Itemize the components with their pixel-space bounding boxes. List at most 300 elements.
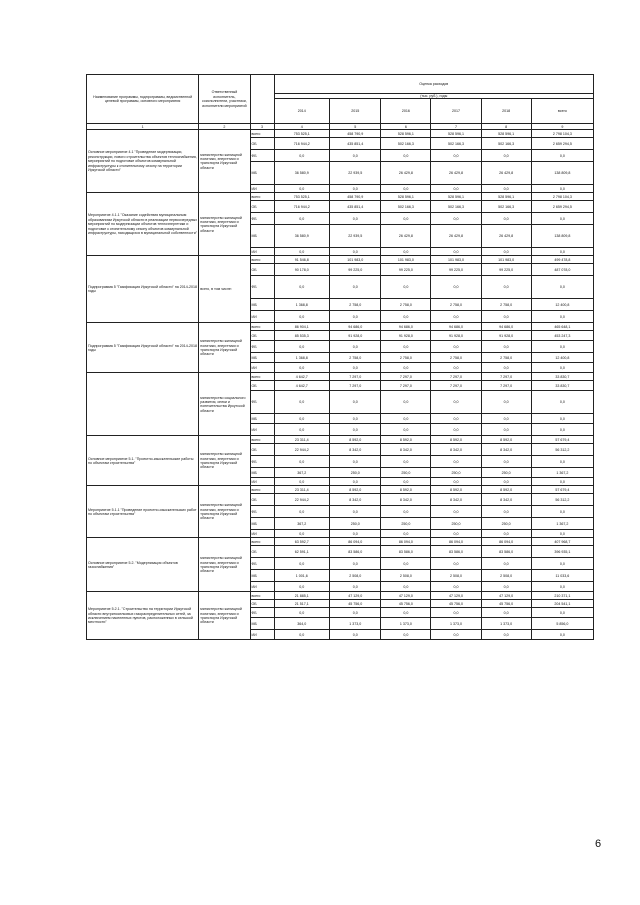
year-value-cell: 0,0 <box>481 276 531 299</box>
year-value-cell: 8 592,0 <box>481 436 531 444</box>
year-value-cell: 502 166,3 <box>481 201 531 213</box>
year-value-cell: 0,0 <box>431 506 481 518</box>
table-row <box>87 323 594 331</box>
year-value-cell: 0,0 <box>330 391 381 414</box>
year-value-cell: 0,0 <box>381 185 431 193</box>
year-value-cell: 8 592,0 <box>381 486 431 494</box>
year-value-cell: 94 686,0 <box>381 323 431 331</box>
total-value-cell: 2 798 104,3 <box>531 130 593 138</box>
funding-source-cell: ИИ <box>250 248 274 256</box>
year-value-cell: 0,0 <box>330 341 381 353</box>
year-value-cell: 250,0 <box>481 518 531 530</box>
year-value-cell: 7 297,0 <box>330 373 381 381</box>
year-value-cell: 99 225,0 <box>381 264 431 276</box>
year-value-cell: 86 094,0 <box>481 538 531 546</box>
total-value-cell: 0,0 <box>531 630 593 640</box>
funding-source-cell: ФБ <box>250 150 274 162</box>
year-value-cell: 0,0 <box>431 185 481 193</box>
funding-source-cell: МБ <box>250 414 274 424</box>
total-value-cell: 1 367,2 <box>531 518 593 530</box>
year-value-cell: 0,0 <box>481 185 531 193</box>
year-value-cell: 753 525,1 <box>274 193 330 201</box>
year-value-cell: 502 166,3 <box>431 138 481 150</box>
column-index: 9 <box>531 124 593 130</box>
funding-source-cell: ОБ <box>250 331 274 341</box>
header-program-name: Наименование программы, подпрограммы, ведомственной целевой программы, основного мероприятия <box>87 75 199 124</box>
year-value-cell: 528 596,1 <box>381 130 431 138</box>
executor-cell: министерство жилищной политики, энергетики и транспорта Иркутской области <box>199 323 250 373</box>
year-value-cell: 7 297,0 <box>330 381 381 391</box>
year-value-cell: 8 592,0 <box>330 436 381 444</box>
total-value-cell: 12 400,8 <box>531 299 593 311</box>
year-value-cell: 1 373,0 <box>381 618 431 630</box>
year-value-cell: 101 983,0 <box>381 256 431 264</box>
year-value-cell: 99 225,0 <box>481 264 531 276</box>
year-value-cell: 0,0 <box>431 424 481 436</box>
year-value-cell: 250,0 <box>381 518 431 530</box>
year-value-cell: 8 342,0 <box>431 494 481 506</box>
total-value-cell: 11 033,6 <box>531 570 593 582</box>
total-value-cell: 210 371,1 <box>531 592 593 600</box>
year-value-cell: 26 429,8 <box>381 162 431 185</box>
year-value-cell: 0,0 <box>431 213 481 225</box>
funding-source-cell: МБ <box>250 518 274 530</box>
year-value-cell: 0,0 <box>481 558 531 570</box>
total-value-cell: 0,0 <box>531 276 593 299</box>
funding-source-cell: МБ <box>250 468 274 478</box>
year-value-cell: 101 983,0 <box>481 256 531 264</box>
year-value-cell: 7 297,0 <box>381 381 431 391</box>
funding-source-cell: ИИ <box>250 424 274 436</box>
year-value-cell: 0,0 <box>274 213 330 225</box>
year-value-cell: 86 094,0 <box>381 538 431 546</box>
executor-cell: министерство жилищной политики, энергетики и транспорта Иркутской области <box>199 538 250 592</box>
year-value-cell: 0,0 <box>274 391 330 414</box>
year-value-cell: 1 368,8 <box>274 299 330 311</box>
year-value-cell: 0,0 <box>330 363 381 373</box>
year-value-cell: 0,0 <box>381 530 431 538</box>
year-value-cell: 45 756,0 <box>431 600 481 608</box>
year-value-cell: 45 756,0 <box>381 600 431 608</box>
budget-table <box>86 74 594 640</box>
funding-source-cell: ОБ <box>250 201 274 213</box>
year-value-cell: 528 596,1 <box>481 193 531 201</box>
year-value-cell: 435 851,4 <box>330 201 381 213</box>
year-value-cell: 1 373,0 <box>431 618 481 630</box>
year-value-cell: 0,0 <box>381 558 431 570</box>
year-value-cell: 0,0 <box>481 608 531 618</box>
year-value-cell: 1 368,8 <box>274 353 330 363</box>
year-value-cell: 0,0 <box>274 608 330 618</box>
funding-source-cell: ИИ <box>250 185 274 193</box>
year-value-cell: 91 928,0 <box>330 331 381 341</box>
year-value-cell: 0,0 <box>381 276 431 299</box>
funding-source-cell: ФБ <box>250 213 274 225</box>
year-value-cell: 94 686,0 <box>330 323 381 331</box>
total-value-cell: 57 679,4 <box>531 436 593 444</box>
year-value-cell: 26 429,8 <box>381 225 431 248</box>
total-value-cell: 1 367,2 <box>531 468 593 478</box>
header-year: 2017 <box>431 99 481 124</box>
year-value-cell: 0,0 <box>274 530 330 538</box>
funding-source-cell: всего <box>250 323 274 331</box>
total-value-cell: 56 312,2 <box>531 494 593 506</box>
year-value-cell: 0,0 <box>481 506 531 518</box>
year-value-cell: 364,0 <box>274 618 330 630</box>
year-value-cell: 2 508,0 <box>431 570 481 582</box>
table-row <box>87 373 594 381</box>
year-value-cell: 26 429,8 <box>481 162 531 185</box>
year-value-cell: 0,0 <box>274 311 330 323</box>
year-value-cell: 0,0 <box>330 185 381 193</box>
year-value-cell: 2 758,0 <box>381 299 431 311</box>
year-value-cell: 0,0 <box>431 608 481 618</box>
program-name-cell <box>87 373 199 436</box>
header-year: 2014 <box>274 99 330 124</box>
year-value-cell: 0,0 <box>481 391 531 414</box>
year-value-cell: 0,0 <box>381 213 431 225</box>
year-value-cell: 1 373,0 <box>330 618 381 630</box>
year-value-cell: 0,0 <box>274 506 330 518</box>
year-value-cell: 2 758,0 <box>431 353 481 363</box>
funding-source-cell: ИИ <box>250 530 274 538</box>
year-value-cell: 250,0 <box>330 468 381 478</box>
header-year: 2018 <box>481 99 531 124</box>
year-value-cell: 0,0 <box>481 150 531 162</box>
year-value-cell: 86 094,0 <box>431 538 481 546</box>
total-value-cell: 57 679,4 <box>531 486 593 494</box>
year-value-cell: 250,0 <box>381 468 431 478</box>
year-value-cell: 0,0 <box>381 391 431 414</box>
year-value-cell: 0,0 <box>431 276 481 299</box>
year-value-cell: 367,2 <box>274 468 330 478</box>
year-value-cell: 0,0 <box>481 478 531 486</box>
year-value-cell: 435 851,4 <box>330 138 381 150</box>
header-executor: Ответственный исполнитель, соисполнители, участники, исполнители мероприятий <box>199 75 250 124</box>
year-value-cell: 8 592,0 <box>481 486 531 494</box>
year-value-cell: 0,0 <box>381 424 431 436</box>
total-value-cell: 0,0 <box>531 363 593 373</box>
year-value-cell: 0,0 <box>330 456 381 468</box>
year-value-cell: 1 001,6 <box>274 570 330 582</box>
year-value-cell: 716 944,2 <box>274 201 330 213</box>
total-value-cell: 0,0 <box>531 414 593 424</box>
year-value-cell: 0,0 <box>330 478 381 486</box>
year-value-cell: 0,0 <box>274 185 330 193</box>
year-value-cell: 26 429,8 <box>481 225 531 248</box>
year-value-cell: 99 225,0 <box>431 264 481 276</box>
year-value-cell: 0,0 <box>481 456 531 468</box>
year-value-cell: 0,0 <box>481 341 531 353</box>
header-units: (тыс. руб.), годы <box>274 94 594 99</box>
year-value-cell: 94 686,0 <box>481 323 531 331</box>
year-value-cell: 0,0 <box>481 424 531 436</box>
total-value-cell: 453 247,3 <box>531 331 593 341</box>
total-value-cell: 204 541,1 <box>531 600 593 608</box>
year-value-cell: 0,0 <box>330 608 381 618</box>
total-value-cell: 0,0 <box>531 456 593 468</box>
year-value-cell: 91 928,0 <box>431 331 481 341</box>
total-value-cell: 5 856,0 <box>531 618 593 630</box>
year-value-cell: 0,0 <box>330 150 381 162</box>
total-value-cell: 2 659 294,5 <box>531 201 593 213</box>
year-value-cell: 0,0 <box>330 276 381 299</box>
funding-source-cell: всего <box>250 130 274 138</box>
year-value-cell: 250,0 <box>431 518 481 530</box>
total-value-cell: 0,0 <box>531 185 593 193</box>
year-value-cell: 0,0 <box>274 558 330 570</box>
year-value-cell: 2 758,0 <box>381 353 431 363</box>
year-value-cell: 0,0 <box>481 414 531 424</box>
total-value-cell: 0,0 <box>531 478 593 486</box>
year-value-cell: 99 225,0 <box>330 264 381 276</box>
year-value-cell: 8 342,0 <box>330 494 381 506</box>
year-value-cell: 23 311,4 <box>274 436 330 444</box>
year-value-cell: 8 342,0 <box>381 494 431 506</box>
year-value-cell: 0,0 <box>431 150 481 162</box>
executor-cell: министерство жилищной политики, энергетики и транспорта Иркутской области <box>199 436 250 486</box>
program-name-cell: Основное мероприятие 5.2. "Модернизация объектов газоснабжения" <box>87 538 199 592</box>
year-value-cell: 7 297,0 <box>481 373 531 381</box>
year-value-cell: 0,0 <box>431 630 481 640</box>
header-source <box>250 75 274 124</box>
year-value-cell: 0,0 <box>330 558 381 570</box>
total-value-cell: 138 809,8 <box>531 225 593 248</box>
year-value-cell: 0,0 <box>274 248 330 256</box>
year-value-cell: 0,0 <box>381 506 431 518</box>
funding-source-cell: ИИ <box>250 311 274 323</box>
year-value-cell: 22 944,2 <box>274 494 330 506</box>
year-value-cell: 47 129,0 <box>381 592 431 600</box>
table-row <box>87 592 594 600</box>
header-year: 2015 <box>330 99 381 124</box>
year-value-cell: 0,0 <box>431 456 481 468</box>
year-value-cell: 528 596,1 <box>431 193 481 201</box>
year-value-cell: 2 758,0 <box>431 299 481 311</box>
year-value-cell: 0,0 <box>274 478 330 486</box>
year-value-cell: 47 129,0 <box>330 592 381 600</box>
year-value-cell: 2 758,0 <box>330 353 381 363</box>
total-value-cell: 0,0 <box>531 391 593 414</box>
program-name-cell: Основное мероприятие 4.1 "Проведение модернизации, реконструкции, нового строительства объектов теплоснабжения, мероприятий по подготовке объектов коммунальной инфраструктуры к отопительному сезону на территории Иркутской области" <box>87 130 199 193</box>
executor-cell: министерство социального развития, опеки и попечительства Иркутской области <box>199 373 250 436</box>
year-value-cell: 21 517,1 <box>274 600 330 608</box>
funding-source-cell: ИИ <box>250 630 274 640</box>
year-value-cell: 0,0 <box>431 248 481 256</box>
year-value-cell: 0,0 <box>330 630 381 640</box>
year-value-cell: 83 586,0 <box>481 546 531 558</box>
total-value-cell: 407 968,7 <box>531 538 593 546</box>
funding-source-cell: всего <box>250 486 274 494</box>
total-value-cell: 0,0 <box>531 608 593 618</box>
year-value-cell: 90 178,0 <box>274 264 330 276</box>
program-name-cell: Мероприятие 5.1.1 "Проведение проектно-изыскательских работ по объектам строительства" <box>87 486 199 538</box>
year-value-cell: 0,0 <box>381 456 431 468</box>
year-value-cell: 83 586,0 <box>381 546 431 558</box>
year-value-cell: 2 508,0 <box>381 570 431 582</box>
total-value-cell: 33 830,7 <box>531 381 593 391</box>
year-value-cell: 2 758,0 <box>481 299 531 311</box>
year-value-cell: 7 297,0 <box>431 373 481 381</box>
funding-source-cell: МБ <box>250 162 274 185</box>
year-value-cell: 22 944,2 <box>274 444 330 456</box>
year-value-cell: 62 591,1 <box>274 546 330 558</box>
year-value-cell: 0,0 <box>431 478 481 486</box>
year-value-cell: 0,0 <box>274 456 330 468</box>
total-value-cell: 0,0 <box>531 582 593 592</box>
year-value-cell: 528 596,1 <box>431 130 481 138</box>
funding-source-cell: ИИ <box>250 582 274 592</box>
year-value-cell: 0,0 <box>481 582 531 592</box>
year-value-cell: 0,0 <box>431 391 481 414</box>
executor-cell: министерство жилищной политики, энергетики и транспорта Иркутской области <box>199 193 250 256</box>
year-value-cell: 22 939,5 <box>330 225 381 248</box>
year-value-cell: 0,0 <box>481 248 531 256</box>
funding-source-cell: ОБ <box>250 138 274 150</box>
total-value-cell: 0,0 <box>531 341 593 353</box>
funding-source-cell: ОБ <box>250 546 274 558</box>
column-index: 2 <box>199 124 250 130</box>
year-value-cell: 101 983,0 <box>330 256 381 264</box>
year-value-cell: 2 508,0 <box>330 570 381 582</box>
column-index: 4 <box>274 124 330 130</box>
total-value-cell: 0,0 <box>531 213 593 225</box>
year-value-cell: 2 758,0 <box>481 353 531 363</box>
year-value-cell: 0,0 <box>330 213 381 225</box>
year-value-cell: 83 586,0 <box>330 546 381 558</box>
year-value-cell: 4 642,7 <box>274 381 330 391</box>
funding-source-cell: ФБ <box>250 456 274 468</box>
year-value-cell: 0,0 <box>330 424 381 436</box>
year-value-cell: 21 885,1 <box>274 592 330 600</box>
funding-source-cell: ФБ <box>250 391 274 414</box>
year-value-cell: 528 596,1 <box>481 130 531 138</box>
funding-source-cell: ФБ <box>250 608 274 618</box>
total-value-cell: 487 078,0 <box>531 264 593 276</box>
total-value-cell: 0,0 <box>531 506 593 518</box>
table-row <box>87 538 594 546</box>
year-value-cell: 83 586,0 <box>431 546 481 558</box>
total-value-cell: 56 312,2 <box>531 444 593 456</box>
funding-source-cell: МБ <box>250 570 274 582</box>
year-value-cell: 101 983,0 <box>431 256 481 264</box>
year-value-cell: 4 642,7 <box>274 373 330 381</box>
year-value-cell: 753 525,1 <box>274 130 330 138</box>
year-value-cell: 0,0 <box>274 276 330 299</box>
year-value-cell: 0,0 <box>481 530 531 538</box>
year-value-cell: 8 592,0 <box>381 436 431 444</box>
year-value-cell: 250,0 <box>481 468 531 478</box>
table-row <box>87 256 594 264</box>
column-index: 7 <box>431 124 481 130</box>
year-value-cell: 0,0 <box>481 630 531 640</box>
total-value-cell: 465 648,1 <box>531 323 593 331</box>
year-value-cell: 8 342,0 <box>481 444 531 456</box>
year-value-cell: 0,0 <box>381 150 431 162</box>
year-value-cell: 367,2 <box>274 518 330 530</box>
budget-table-body <box>87 130 594 640</box>
funding-source-cell: всего <box>250 538 274 546</box>
year-value-cell: 250,0 <box>330 518 381 530</box>
program-name-cell: Подпрограмма 5 "Газификация Иркутской области" на 2014-2018 годы <box>87 256 199 323</box>
year-value-cell: 528 596,1 <box>381 193 431 201</box>
total-value-cell: 499 478,8 <box>531 256 593 264</box>
year-value-cell: 0,0 <box>381 341 431 353</box>
year-value-cell: 47 129,0 <box>481 592 531 600</box>
year-value-cell: 502 166,3 <box>381 201 431 213</box>
year-value-cell: 0,0 <box>381 478 431 486</box>
year-value-cell: 45 756,0 <box>481 600 531 608</box>
year-value-cell: 0,0 <box>431 582 481 592</box>
year-value-cell: 8 342,0 <box>381 444 431 456</box>
year-value-cell: 0,0 <box>431 558 481 570</box>
program-name-cell: Мероприятие 4.1.1 "Оказание содействия муниципальным образованиям Иркутской области в реализации первоочередных мероприятий по модернизации объектов теплоэнергетики и подготовке к отопительному сезону объектов коммунальной инфраструктуры, находящихся в муниципальной собственности" <box>87 193 199 256</box>
funding-source-cell: ФБ <box>250 276 274 299</box>
column-index: 5 <box>330 124 381 130</box>
year-value-cell: 8 592,0 <box>330 486 381 494</box>
funding-source-cell: всего <box>250 592 274 600</box>
funding-source-cell: ОБ <box>250 381 274 391</box>
table-row <box>87 193 594 201</box>
year-value-cell: 0,0 <box>274 582 330 592</box>
year-value-cell: 7 297,0 <box>431 381 481 391</box>
year-value-cell: 86 094,0 <box>330 538 381 546</box>
year-value-cell: 86 904,1 <box>274 323 330 331</box>
year-value-cell: 2 508,0 <box>481 570 531 582</box>
year-value-cell: 8 592,0 <box>431 486 481 494</box>
table-row <box>87 486 594 494</box>
program-name-cell: Подпрограмма 5 "Газификация Иркутской области" на 2014-2018 годы <box>87 323 199 373</box>
funding-source-cell: МБ <box>250 299 274 311</box>
column-index: 8 <box>481 124 531 130</box>
year-value-cell: 0,0 <box>381 608 431 618</box>
year-value-cell: 0,0 <box>381 311 431 323</box>
total-value-cell: 2 659 294,5 <box>531 138 593 150</box>
total-value-cell: 0,0 <box>531 558 593 570</box>
year-value-cell: 0,0 <box>330 248 381 256</box>
year-value-cell: 0,0 <box>431 311 481 323</box>
total-value-cell: 2 798 104,3 <box>531 193 593 201</box>
year-value-cell: 716 944,2 <box>274 138 330 150</box>
header-total: всего <box>531 99 593 124</box>
funding-source-cell: ФБ <box>250 341 274 353</box>
year-value-cell: 91 546,8 <box>274 256 330 264</box>
executor-cell: министерство жилищной политики, энергетики и транспорта Иркутской области <box>199 592 250 640</box>
total-value-cell: 0,0 <box>531 150 593 162</box>
year-value-cell: 63 592,7 <box>274 538 330 546</box>
table-row <box>87 436 594 444</box>
funding-source-cell: ОБ <box>250 264 274 276</box>
program-name-cell: Мероприятие 5.2.1. "Строительство на территории Иркутской области внутрипоселковых газораспределительных сетей, за исключением населенных пунктов, расположенных в сельской местности" <box>87 592 199 640</box>
year-value-cell: 2 758,0 <box>330 299 381 311</box>
year-value-cell: 0,0 <box>330 414 381 424</box>
total-value-cell: 0,0 <box>531 248 593 256</box>
year-value-cell: 45 756,0 <box>330 600 381 608</box>
funding-source-cell: ОБ <box>250 600 274 608</box>
year-value-cell: 26 429,8 <box>431 225 481 248</box>
total-value-cell: 0,0 <box>531 311 593 323</box>
year-value-cell: 8 592,0 <box>431 436 481 444</box>
year-value-cell: 0,0 <box>381 582 431 592</box>
year-value-cell: 458 790,9 <box>330 193 381 201</box>
year-value-cell: 250,0 <box>431 468 481 478</box>
year-value-cell: 8 342,0 <box>481 494 531 506</box>
year-value-cell: 0,0 <box>330 506 381 518</box>
column-index: 6 <box>381 124 431 130</box>
funding-source-cell: ФБ <box>250 558 274 570</box>
year-value-cell: 0,0 <box>481 213 531 225</box>
funding-source-cell: всего <box>250 373 274 381</box>
